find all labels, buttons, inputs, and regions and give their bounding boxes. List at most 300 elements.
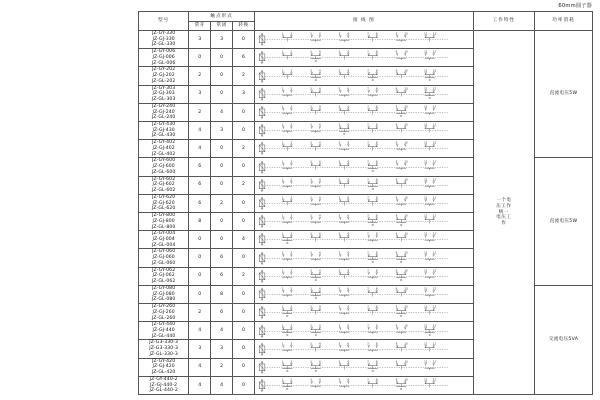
svg-text:6: 6 — [347, 178, 350, 182]
svg-text:1: 1 — [281, 160, 284, 164]
svg-text:4: 4 — [318, 287, 321, 291]
model-code: JZ-GY-800 — [152, 213, 176, 219]
svg-text:4: 4 — [318, 378, 321, 382]
svg-text:11: 11 — [424, 105, 428, 109]
svg-text:6: 6 — [347, 324, 350, 328]
svg-text:11: 11 — [424, 360, 428, 364]
model-cell — [139, 213, 189, 231]
svg-text:11: 11 — [424, 251, 428, 255]
model-code: JZ-GL-330 — [151, 42, 176, 48]
svg-text:12: 12 — [432, 378, 437, 382]
svg-text:2: 2 — [290, 269, 293, 273]
svg-text:10: 10 — [404, 123, 408, 127]
characteristic-line: 压工作 — [496, 203, 512, 209]
contact-count-nc: 0 — [211, 213, 233, 231]
svg-text:6: 6 — [347, 251, 350, 255]
wiring-diagram — [254, 340, 473, 358]
wiring-diagram — [254, 176, 473, 194]
svg-text:11: 11 — [424, 324, 428, 328]
header-model: 型号 — [139, 12, 189, 31]
contact-count-co: 0 — [233, 358, 255, 376]
svg-text:8: 8 — [375, 160, 378, 164]
contact-count-nc: 0 — [211, 140, 233, 158]
model-code: JZ-GL-004 — [151, 242, 176, 248]
model-code: JZ-GJ-202 — [152, 73, 175, 79]
wiring-diagram — [254, 322, 473, 340]
wiring-diagram — [254, 85, 473, 103]
header-contact-form: 触点形式 — [189, 12, 255, 22]
svg-text:10: 10 — [404, 178, 408, 182]
svg-text:7: 7 — [367, 32, 369, 36]
svg-text:12: 12 — [432, 160, 437, 164]
contact-count-no: 0 — [189, 285, 211, 303]
svg-text:6: 6 — [347, 142, 350, 146]
svg-text:5: 5 — [338, 123, 341, 127]
svg-text:4: 4 — [318, 324, 321, 328]
svg-text:7: 7 — [367, 342, 369, 346]
svg-text:1: 1 — [281, 51, 284, 55]
svg-text:1: 1 — [281, 233, 284, 237]
svg-text:5: 5 — [338, 287, 341, 291]
power-consumption-cell: 直流电压5W — [534, 158, 592, 285]
contact-count-no: 2 — [189, 103, 211, 121]
svg-text:7: 7 — [367, 360, 369, 364]
contact-count-nc: 3 — [211, 340, 233, 358]
model-code: JZ-GL-420 — [151, 370, 176, 376]
svg-text:9: 9 — [395, 160, 398, 164]
model-code: JZ-GL-260 — [151, 315, 176, 321]
svg-text:1: 1 — [281, 142, 284, 146]
svg-text:6: 6 — [347, 378, 350, 382]
svg-text:7: 7 — [367, 87, 369, 91]
svg-text:1: 1 — [281, 251, 284, 255]
model-code: JZ-GY-080 — [152, 285, 176, 291]
svg-text:8: 8 — [375, 123, 378, 127]
svg-text:2: 2 — [290, 360, 293, 364]
svg-text:8: 8 — [375, 360, 378, 364]
svg-text:12: 12 — [432, 51, 437, 55]
model-code: JZ-G3-330-3 — [149, 346, 179, 352]
model-cell — [139, 31, 189, 49]
svg-text:7: 7 — [367, 233, 369, 237]
wiring-diagram — [254, 158, 473, 176]
wiring-diagram — [254, 49, 473, 67]
svg-text:1: 1 — [281, 87, 284, 91]
svg-text:10: 10 — [404, 51, 408, 55]
svg-text:4: 4 — [318, 178, 321, 182]
svg-text:12: 12 — [432, 196, 437, 200]
svg-text:1: 1 — [281, 69, 284, 73]
characteristic-cell — [473, 31, 534, 395]
svg-text:2: 2 — [290, 305, 293, 309]
contact-count-no: 2 — [189, 67, 211, 85]
svg-text:10: 10 — [404, 324, 408, 328]
model-code: JZ-GJ-330 — [152, 36, 175, 42]
svg-text:12: 12 — [432, 287, 437, 291]
svg-text:6: 6 — [347, 269, 350, 273]
svg-text:7: 7 — [367, 123, 369, 127]
model-cell — [139, 322, 189, 340]
svg-text:11: 11 — [424, 342, 428, 346]
model-code: JZ-GL-060 — [151, 260, 176, 266]
svg-text:8: 8 — [375, 69, 378, 73]
model-cell — [139, 231, 189, 249]
svg-text:2: 2 — [290, 378, 293, 382]
contact-count-co: 0 — [233, 194, 255, 212]
header-characteristic: 工作特性 — [473, 12, 534, 31]
svg-text:10: 10 — [404, 342, 408, 346]
svg-text:7: 7 — [367, 251, 369, 255]
svg-text:9: 9 — [395, 32, 398, 36]
svg-text:8: 8 — [375, 342, 378, 346]
svg-text:8: 8 — [375, 32, 378, 36]
contact-count-nc: 3 — [211, 122, 233, 140]
svg-text:11: 11 — [424, 305, 428, 309]
svg-text:4: 4 — [318, 51, 321, 55]
model-code: JZ-GJ-620 — [152, 200, 175, 206]
model-cell — [139, 140, 189, 158]
svg-text:2: 2 — [290, 142, 293, 146]
svg-text:3: 3 — [310, 324, 312, 328]
svg-text:12: 12 — [432, 105, 437, 109]
svg-text:6: 6 — [347, 51, 350, 55]
svg-text:6: 6 — [347, 32, 350, 36]
contact-count-co: 2 — [233, 67, 255, 85]
svg-text:8: 8 — [375, 105, 378, 109]
model-code: JZ-GJ-062 — [152, 273, 175, 279]
model-code: JZ-GY-062 — [152, 267, 176, 273]
model-code: JZ-GY-402 — [152, 140, 176, 146]
svg-text:7: 7 — [367, 105, 369, 109]
contact-count-co: 0 — [233, 249, 255, 267]
svg-text:10: 10 — [404, 378, 408, 382]
header-normally-closed: 常闭 — [211, 22, 233, 31]
svg-text:2: 2 — [290, 160, 293, 164]
model-code: JZ-GJ-006 — [152, 54, 175, 60]
svg-text:8: 8 — [375, 269, 378, 273]
svg-text:9: 9 — [395, 305, 398, 309]
svg-text:1: 1 — [281, 360, 284, 364]
contact-count-no: 3 — [189, 31, 211, 49]
contact-count-no: 6 — [189, 176, 211, 194]
wiring-diagram — [254, 140, 473, 158]
model-code: JZ-GL-430 — [151, 133, 176, 139]
wiring-diagram — [254, 213, 473, 231]
model-code: JZ-GY-440-2 — [149, 376, 178, 382]
spec-table-wrapper — [138, 11, 593, 395]
model-cell — [139, 85, 189, 103]
contact-count-no: 4 — [189, 322, 211, 340]
svg-text:5: 5 — [338, 251, 341, 255]
contact-count-nc: 8 — [211, 285, 233, 303]
svg-text:8: 8 — [375, 214, 378, 218]
svg-text:12: 12 — [432, 342, 437, 346]
model-code: JZ-GY-600 — [152, 158, 176, 164]
svg-text:11: 11 — [424, 196, 428, 200]
svg-text:7: 7 — [367, 214, 369, 218]
svg-text:5: 5 — [338, 305, 341, 309]
model-code: JZ-GJ-600 — [152, 164, 175, 170]
contact-count-co: 0 — [233, 340, 255, 358]
wiring-diagram — [254, 358, 473, 376]
svg-text:3: 3 — [310, 142, 312, 146]
svg-text:11: 11 — [424, 269, 428, 273]
svg-text:11: 11 — [424, 32, 428, 36]
contact-count-co: 0 — [233, 158, 255, 176]
svg-text:3: 3 — [310, 51, 312, 55]
svg-text:5: 5 — [338, 196, 341, 200]
model-cell — [139, 249, 189, 267]
svg-text:7: 7 — [367, 324, 369, 328]
svg-text:3: 3 — [310, 87, 312, 91]
wiring-diagram — [254, 31, 473, 49]
model-code: JZ-GJ-602 — [152, 182, 175, 188]
svg-text:11: 11 — [424, 233, 428, 237]
contact-count-nc: 4 — [211, 322, 233, 340]
svg-text:8: 8 — [375, 287, 378, 291]
svg-text:6: 6 — [347, 287, 350, 291]
svg-text:7: 7 — [367, 305, 369, 309]
model-cell — [139, 122, 189, 140]
svg-text:5: 5 — [338, 324, 341, 328]
wiring-diagram — [254, 194, 473, 212]
svg-text:4: 4 — [318, 233, 321, 237]
model-code: JZ-GY-430 — [152, 122, 176, 128]
contact-count-nc: 6 — [211, 304, 233, 322]
contact-count-no: 4 — [189, 376, 211, 394]
model-code: JZ-GL-620 — [151, 206, 176, 212]
contact-count-no: 6 — [189, 158, 211, 176]
svg-text:1: 1 — [281, 178, 284, 182]
svg-text:4: 4 — [318, 32, 321, 36]
contact-count-co: 2 — [233, 176, 255, 194]
model-cell — [139, 176, 189, 194]
svg-text:5: 5 — [338, 51, 341, 55]
svg-text:8: 8 — [375, 51, 378, 55]
contact-count-nc: 0 — [211, 85, 233, 103]
model-code: JZ-GL-440 — [151, 333, 176, 339]
contact-count-nc: 6 — [211, 249, 233, 267]
model-cell — [139, 194, 189, 212]
model-code: JZ-GJ-430 — [152, 127, 175, 133]
svg-text:4: 4 — [318, 87, 321, 91]
svg-text:3: 3 — [310, 251, 312, 255]
svg-text:9: 9 — [395, 69, 398, 73]
model-code: JZ-GL-062 — [151, 279, 176, 285]
svg-text:3: 3 — [310, 160, 312, 164]
table-head — [139, 12, 593, 31]
wiring-diagram — [254, 122, 473, 140]
spec-table — [138, 11, 593, 395]
svg-text:1: 1 — [281, 214, 284, 218]
model-code: JZ-GL-303 — [151, 97, 176, 103]
svg-text:9: 9 — [395, 287, 398, 291]
model-code: JZ-GJ-440-2 — [150, 382, 178, 388]
svg-text:9: 9 — [395, 123, 398, 127]
svg-text:4: 4 — [318, 360, 321, 364]
svg-text:9: 9 — [395, 178, 398, 182]
contact-count-nc: 0 — [211, 67, 233, 85]
svg-text:4: 4 — [318, 342, 321, 346]
svg-text:10: 10 — [404, 214, 408, 218]
svg-text:4: 4 — [318, 214, 321, 218]
svg-text:9: 9 — [395, 342, 398, 346]
svg-text:10: 10 — [404, 160, 408, 164]
model-cell — [139, 267, 189, 285]
contact-count-nc: 2 — [211, 194, 233, 212]
svg-text:7: 7 — [367, 196, 369, 200]
svg-text:5: 5 — [338, 105, 341, 109]
svg-text:1: 1 — [281, 342, 284, 346]
svg-text:9: 9 — [395, 51, 398, 55]
model-code: JZ-GJ-060 — [152, 255, 175, 261]
model-code: JZ-GL-602 — [151, 188, 176, 194]
svg-text:8: 8 — [375, 178, 378, 182]
svg-text:11: 11 — [424, 51, 428, 55]
contact-count-co: 0 — [233, 285, 255, 303]
top-note: 60mm圆子器 — [558, 3, 592, 9]
contact-count-co: 6 — [233, 49, 255, 67]
contact-count-no: 3 — [189, 85, 211, 103]
svg-text:6: 6 — [347, 305, 350, 309]
model-cell — [139, 103, 189, 121]
model-code: JZ-GY-060 — [152, 249, 176, 255]
model-code: JZ-GL-402 — [151, 151, 176, 157]
svg-text:3: 3 — [310, 123, 312, 127]
svg-text:9: 9 — [395, 269, 398, 273]
wiring-diagram — [254, 285, 473, 303]
contact-count-no: 4 — [189, 140, 211, 158]
svg-text:12: 12 — [432, 269, 437, 273]
svg-text:11: 11 — [424, 123, 428, 127]
svg-text:3: 3 — [310, 69, 312, 73]
contact-count-co: 4 — [233, 231, 255, 249]
characteristic-line: 作 — [501, 221, 507, 227]
contact-count-nc: 0 — [211, 231, 233, 249]
svg-text:1: 1 — [281, 123, 284, 127]
svg-text:4: 4 — [318, 269, 321, 273]
model-code: JZ-GL-240 — [151, 115, 176, 121]
svg-text:9: 9 — [395, 105, 398, 109]
svg-text:8: 8 — [375, 324, 378, 328]
model-code: JZ-GJ-303 — [152, 91, 175, 97]
svg-text:8: 8 — [375, 378, 378, 382]
svg-text:9: 9 — [395, 360, 398, 364]
svg-text:6: 6 — [347, 105, 350, 109]
svg-text:3: 3 — [310, 360, 312, 364]
svg-text:4: 4 — [318, 251, 321, 255]
model-code: JZ-GY-240 — [152, 103, 176, 109]
contact-count-no: 4 — [189, 122, 211, 140]
model-cell — [139, 67, 189, 85]
header-normally-open: 常开 — [189, 22, 211, 31]
svg-text:6: 6 — [347, 360, 350, 364]
contact-count-no: 4 — [189, 358, 211, 376]
svg-text:7: 7 — [367, 51, 369, 55]
contact-count-nc: 0 — [211, 158, 233, 176]
svg-text:2: 2 — [290, 69, 293, 73]
model-code: JZ-GY-420 — [152, 358, 176, 364]
svg-text:3: 3 — [310, 378, 312, 382]
wiring-diagram — [254, 376, 473, 394]
wiring-diagram — [254, 103, 473, 121]
model-code: JZ-GY-303 — [152, 85, 176, 91]
svg-text:9: 9 — [395, 87, 398, 91]
svg-text:6: 6 — [347, 196, 350, 200]
model-cell — [139, 376, 189, 394]
model-code: JZ-GY-440 — [152, 322, 176, 328]
svg-text:1: 1 — [281, 287, 284, 291]
svg-text:8: 8 — [375, 196, 378, 200]
contact-count-co: 0 — [233, 213, 255, 231]
svg-text:3: 3 — [310, 287, 312, 291]
svg-text:7: 7 — [367, 142, 369, 146]
svg-text:10: 10 — [404, 105, 408, 109]
svg-text:10: 10 — [404, 142, 408, 146]
svg-text:9: 9 — [395, 214, 398, 218]
contact-count-nc: 3 — [211, 31, 233, 49]
svg-text:7: 7 — [367, 69, 369, 73]
model-code: JZ-GL-202 — [151, 78, 176, 84]
svg-text:12: 12 — [432, 123, 437, 127]
wiring-diagram — [254, 67, 473, 85]
contact-count-nc: 6 — [211, 267, 233, 285]
svg-text:3: 3 — [310, 196, 312, 200]
svg-text:6: 6 — [347, 87, 350, 91]
svg-text:5: 5 — [338, 160, 341, 164]
svg-text:5: 5 — [338, 178, 341, 182]
svg-text:10: 10 — [404, 233, 408, 237]
model-code: JZ-GY-330 — [152, 31, 176, 36]
svg-text:2: 2 — [290, 196, 293, 200]
svg-text:7: 7 — [367, 178, 369, 182]
svg-text:11: 11 — [424, 160, 428, 164]
svg-text:3: 3 — [310, 305, 312, 309]
contact-count-no: 0 — [189, 267, 211, 285]
header-wiring: 接 线 图 — [254, 12, 473, 31]
svg-text:9: 9 — [395, 142, 398, 146]
contact-count-co: 0 — [233, 304, 255, 322]
model-code: JZ-GJ-420 — [152, 364, 175, 370]
svg-text:11: 11 — [424, 214, 428, 218]
contact-count-no: 3 — [189, 340, 211, 358]
model-cell — [139, 49, 189, 67]
contact-count-nc: 0 — [211, 176, 233, 194]
svg-text:8: 8 — [375, 251, 378, 255]
svg-text:9: 9 — [395, 251, 398, 255]
svg-text:11: 11 — [424, 87, 428, 91]
model-code: JZ-GJ-440 — [152, 327, 175, 333]
svg-text:7: 7 — [367, 269, 369, 273]
svg-text:1: 1 — [281, 196, 284, 200]
svg-text:11: 11 — [424, 287, 428, 291]
svg-text:11: 11 — [424, 69, 428, 73]
svg-text:12: 12 — [432, 233, 437, 237]
svg-text:4: 4 — [318, 142, 321, 146]
svg-text:2: 2 — [290, 233, 293, 237]
model-code: JZ-G3-330-3 — [149, 340, 179, 346]
svg-text:5: 5 — [338, 32, 341, 36]
svg-text:10: 10 — [404, 87, 408, 91]
svg-text:12: 12 — [432, 305, 437, 309]
svg-text:10: 10 — [404, 196, 408, 200]
svg-text:6: 6 — [347, 342, 350, 346]
svg-text:3: 3 — [310, 342, 312, 346]
svg-text:10: 10 — [404, 251, 408, 255]
model-code: JZ-GY-620 — [152, 194, 176, 200]
svg-text:12: 12 — [432, 324, 437, 328]
svg-text:1: 1 — [281, 105, 284, 109]
